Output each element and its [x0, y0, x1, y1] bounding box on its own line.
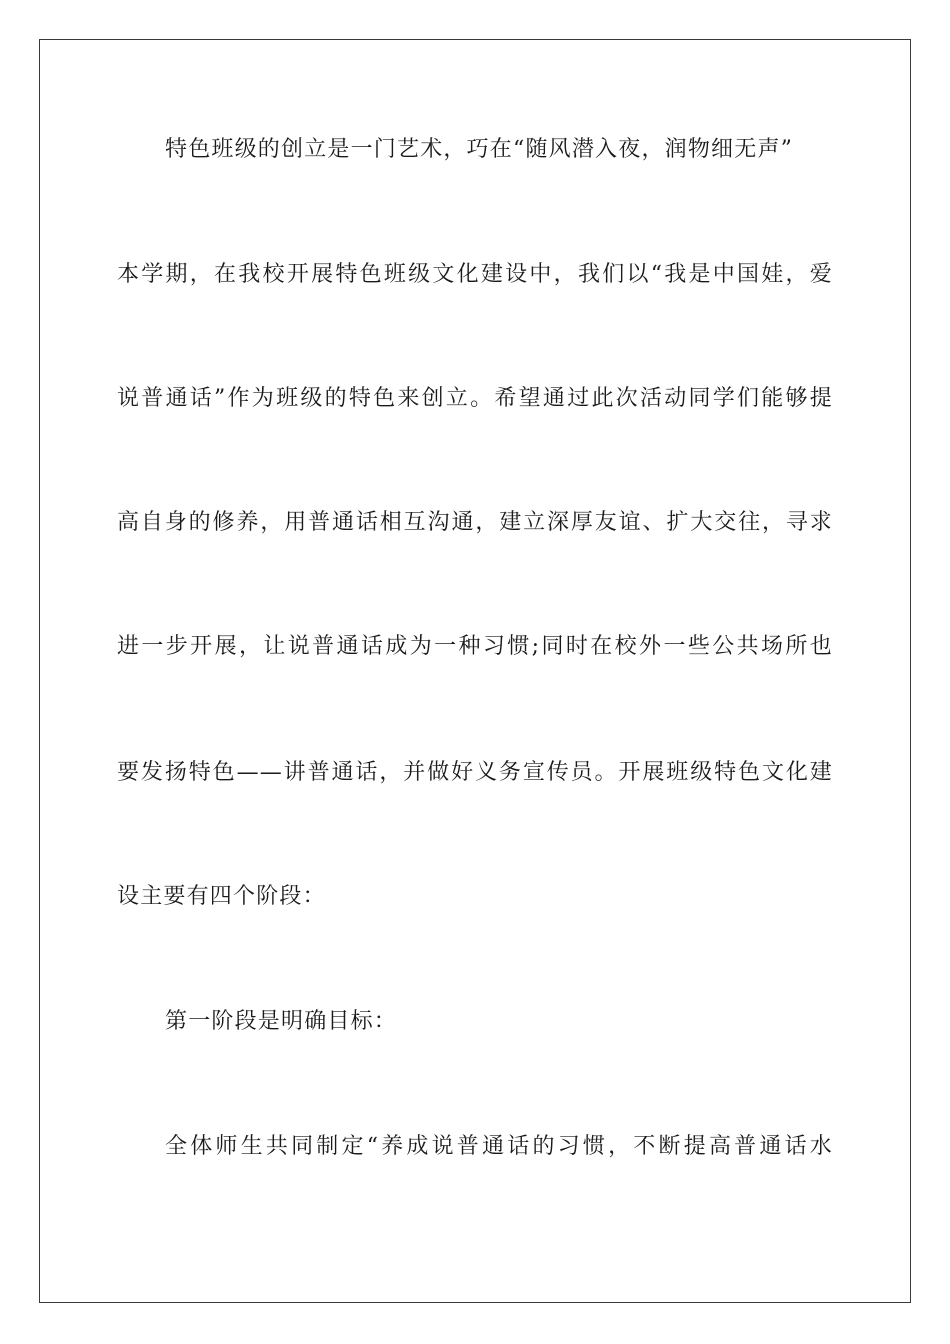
text-line-9: 全体师生共同制定“养成说普通话的习惯，不断提高普通话水: [165, 1134, 833, 1159]
text-line-2: 本学期，在我校开展特色班级文化建设中，我们以“我是中国娃，爱: [117, 262, 833, 287]
section-heading: 第一阶段是明确目标：: [165, 1009, 398, 1034]
page-border: [39, 39, 911, 1303]
text-line-5: 进一步开展，让说普通话成为一种习惯;同时在校外一些公共场所也: [117, 634, 833, 659]
text-line-4: 高自身的修养，用普通话相互沟通，建立深厚友谊、扩大交往，寻求: [117, 510, 833, 535]
text-line-3: 说普通话”作为班级的特色来创立。希望通过此次活动同学们能够提: [117, 386, 833, 411]
text-line-7: 设主要有四个阶段：: [117, 884, 326, 909]
text-line-1: 特色班级的创立是一门艺术，巧在“随风潜入夜，润物细无声”: [165, 137, 794, 162]
text-line-6: 要发扬特色——讲普通话，并做好义务宣传员。开展班级特色文化建: [117, 760, 833, 785]
